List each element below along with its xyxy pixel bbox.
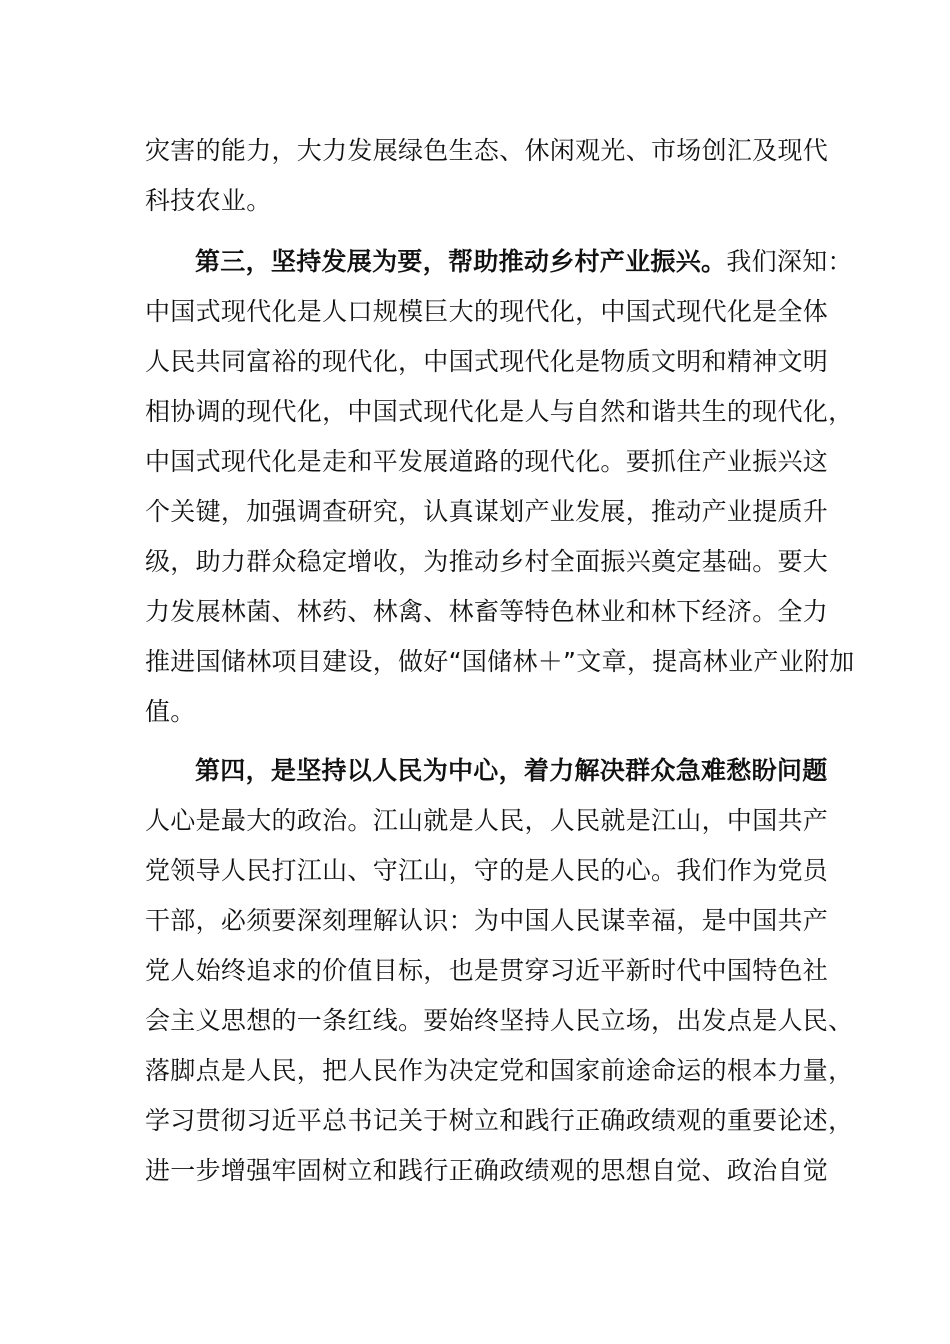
text-line: 落脚点是人民，把人民作为决定党和国家前途命运的根本力量，	[145, 1056, 854, 1085]
text-line: 推进国储林项目建设，做好“国储林＋”文章，提高林业产业附加	[145, 647, 855, 676]
text-line: 进一步增强牢固树立和践行正确政绩观的思想自觉、政治自觉	[145, 1156, 829, 1185]
text-line: 科技农业。	[145, 186, 272, 215]
text-line: 学习贯彻习近平总书记关于树立和践行正确政绩观的重要论述，	[145, 1106, 854, 1135]
text-line: 人民共同富裕的现代化，中国式现代化是物质文明和精神文明	[145, 347, 829, 376]
paragraph-2	[145, 237, 855, 737]
text-line: 党领导人民打江山、守江山，守的是人民的心。我们作为党员	[145, 856, 829, 885]
text-line: 干部，必须要深刻理解认识：为中国人民谋幸福，是中国共产	[145, 906, 829, 935]
text-line: 级，助力群众稳定增收，为推动乡村全面振兴奠定基础。要大	[145, 547, 829, 576]
text-line: 个关键，加强调查研究，认真谋划产业发展，推动产业提质升	[145, 497, 829, 526]
text-line: 灾害的能力，大力发展绿色生态、休闲观光、市场创汇及现代	[145, 136, 829, 165]
text-line: 会主义思想的一条红线。要始终坚持人民立场，出发点是人民、	[145, 1006, 854, 1035]
text-line: 力发展林菌、林药、林禽、林畜等特色林业和林下经济。全力	[145, 597, 829, 626]
text-line: 相协调的现代化，中国式现代化是人与自然和谐共生的现代化，	[145, 397, 854, 426]
paragraph-heading: 第四，是坚持以人民为中心，着力解决群众急难愁盼问题	[195, 756, 828, 785]
paragraph-text: 我们深知：	[726, 247, 853, 276]
text-line: 值。	[145, 697, 196, 726]
paragraph-1	[145, 126, 835, 226]
paragraph-heading: 第三，坚持发展为要，帮助推动乡村产业振兴。	[195, 247, 727, 276]
text-line: 党人始终追求的价值目标，也是贯穿习近平新时代中国特色社	[145, 956, 829, 985]
paragraph-first-line	[145, 237, 853, 287]
text-line: 中国式现代化是走和平发展道路的现代化。要抓住产业振兴这	[145, 447, 829, 476]
text-line: 人心是最大的政治。江山就是人民，人民就是江山，中国共产	[145, 806, 829, 835]
paragraph-3	[145, 746, 854, 1196]
text-line: 中国式现代化是人口规模巨大的现代化，中国式现代化是全体	[145, 297, 829, 326]
